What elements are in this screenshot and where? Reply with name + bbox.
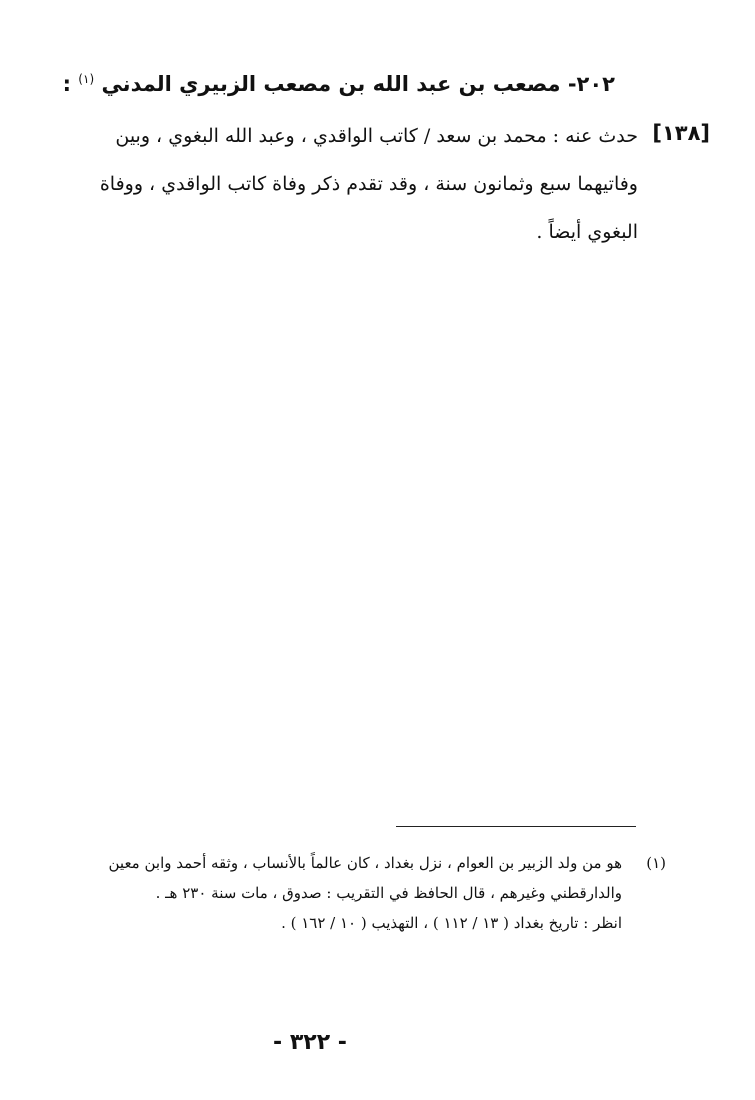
entry-body — [18, 112, 638, 256]
footnote-reference: (١) — [78, 72, 95, 86]
entry-heading — [55, 72, 615, 96]
body-line: وفاتيهما سبع وثمانون سنة ، وقد تقدم ذكر وفاة كاتب الواقدي ، ووفاة — [99, 173, 638, 195]
footnote-line: انظر : تاريخ بغداد ( ١٣ / ١١٢ ) ، التهذيب ( ١٠ / ١٦٢ ) . — [281, 914, 622, 932]
body-line: حدث عنه : محمد بن سعد / كاتب الواقدي ، وعبد الله البغوي ، وبين — [115, 125, 638, 147]
entry-title: ٢٠٢- مصعب بن عبد الله بن مصعب الزبيري المدني — [101, 72, 615, 96]
footnotes — [18, 848, 666, 938]
heading-colon: : — [62, 72, 71, 96]
footnote-marker: (١) — [646, 854, 666, 872]
footnote-line: والدارقطني وغيرهم ، قال الحافظ في التقريب : صدوق ، مات سنة ٢٣٠ هـ . — [155, 884, 622, 902]
page-number: - ٣٢٢ - — [273, 1030, 347, 1055]
body-line: البغوي أيضاً . — [536, 221, 638, 243]
footnote-text: هو من ولد الزبير بن العوام ، نزل بغداد ، كان عالماً بالأنساب ، وثقه أحمد وابن معين — [108, 854, 622, 872]
footnote-line — [18, 848, 666, 878]
entry-reference-number: [١٣٨] — [652, 121, 710, 145]
footnote-divider — [396, 826, 636, 827]
